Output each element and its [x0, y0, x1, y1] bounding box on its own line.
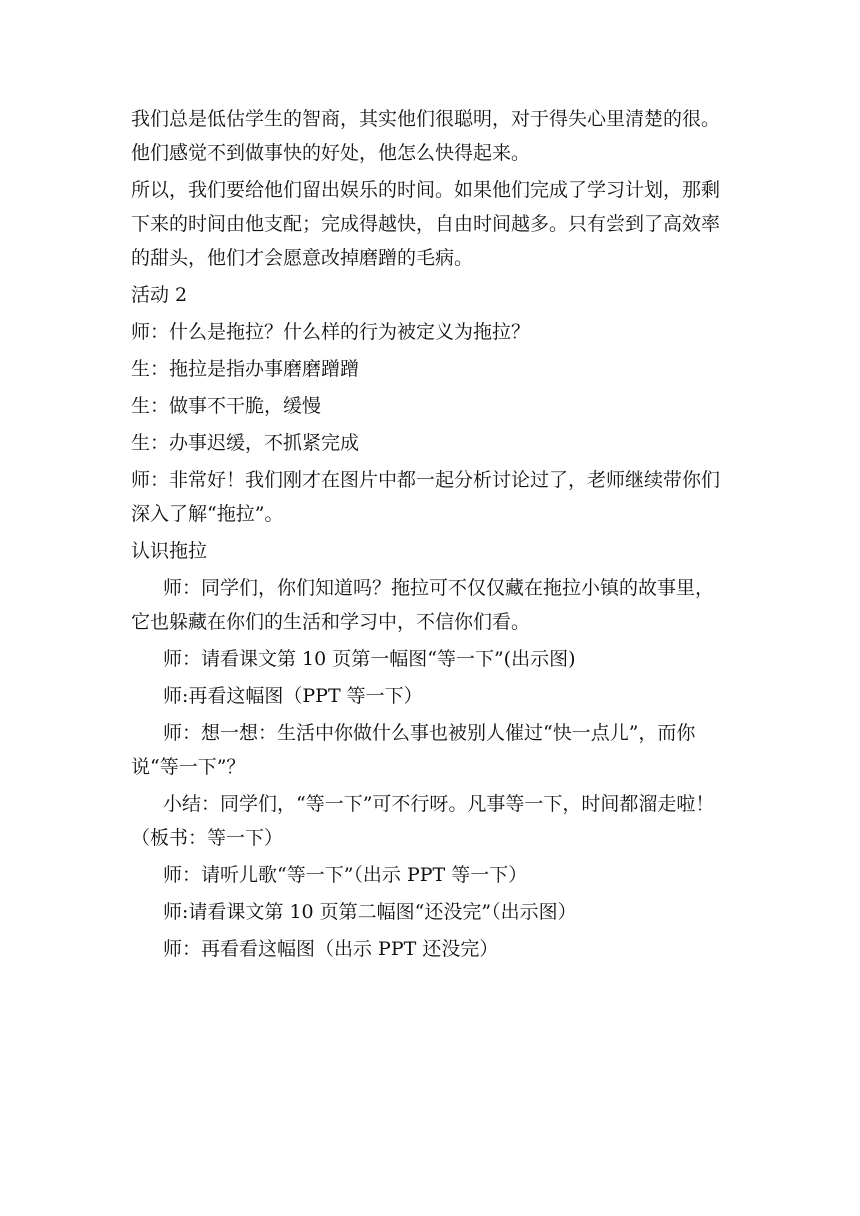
dialogue-line: 生：拖拉是指办事磨磨蹭蹭	[131, 358, 360, 380]
paragraph-1: 我们总是低估学生的智商，其实他们很聪明，对于得失心里清楚的很。他们感觉不到做事快的好处，他怎么快得起来。	[131, 108, 721, 164]
dialogue-line: 师：想一想：生活中你做什么事也被别人催过“快一点儿”，而你说“等一下”？	[131, 722, 696, 778]
dialogue-line: 生：做事不干脆，缓慢	[131, 395, 322, 417]
section-heading-understand-procrastination: 认识拖拉	[131, 540, 208, 562]
dialogue-line: 师:请看课文第 10 页第二幅图“还没完”（出示图）	[163, 901, 577, 923]
paragraph-2: 所以，我们要给他们留出娱乐的时间。如果他们完成了学习计划，那剩下来的时间由他支配；完成得越快，自由时间越多。只有尝到了高效率的甜头，他们才会愿意改掉磨蹭的毛病。	[131, 179, 721, 269]
summary-line: 小结：同学们，“等一下”可不行呀。凡事等一下，时间都溜走啦！（板书：等一下）	[131, 793, 715, 849]
dialogue-line: 师：再看看这幅图（出示 PPT 还没完）	[163, 938, 499, 960]
dialogue-line: 师：非常好！我们刚才在图片中都一起分析讨论过了，老师继续带你们深入了解“拖拉”。	[131, 469, 721, 525]
dialogue-line: 师：请看课文第 10 页第一幅图“等一下”(出示图)	[163, 648, 576, 670]
document-body	[131, 102, 731, 969]
dialogue-line: 师：同学们，你们知道吗？拖拉可不仅仅藏在拖拉小镇的故事里，它也躲藏在你们的生活和学习中，不信你们看。	[131, 577, 715, 633]
dialogue-line: 师：请听儿歌“等一下”（出示 PPT 等一下）	[163, 864, 528, 886]
section-heading-activity-2: 活动 2	[131, 284, 188, 306]
dialogue-line: 生：办事迟缓，不抓紧完成	[131, 432, 360, 454]
dialogue-line: 师：什么是拖拉？什么样的行为被定义为拖拉？	[131, 321, 531, 343]
dialogue-line: 师:再看这幅图（PPT 等一下）	[163, 685, 423, 707]
